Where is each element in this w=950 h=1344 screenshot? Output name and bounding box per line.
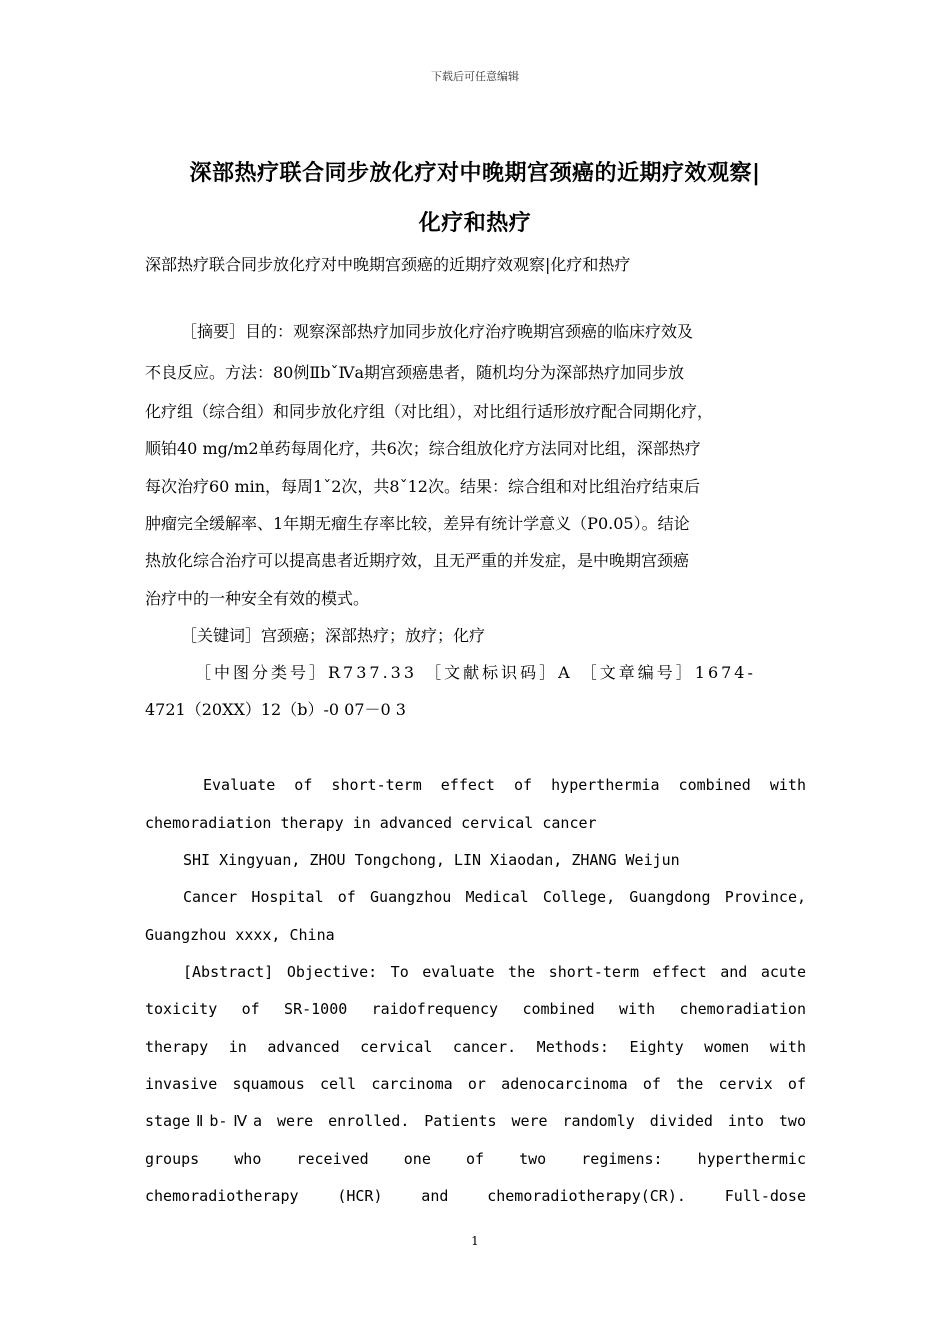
abstract-cn-line: 热放化综合治疗可以提高患者近期疗效，且无严重的并发症，是中晚期宫颈癌 [145,551,690,570]
abstract-cn-line: 肿瘤完全缓解率、1年期无瘤生存率比较，差异有统计学意义（P0.05）。结论 [145,514,690,533]
abstract-cn-line: ［摘要］目的：观察深部热疗加同步放化疗治疗晚期宫颈癌的临床疗效及 [181,322,694,341]
english-affiliation-line: Cancer Hospital of Guangzhou Medical College, Guangdong Province, [183,888,806,906]
english-abstract-line: therapy in advanced cervical cancer. Methods: Eighty women with [145,1038,806,1056]
header-note: 下载后可任意编辑 [431,70,519,83]
english-authors: SHI Xingyuan, ZHOU Tongchong, LIN Xiaodan, ZHANG Weijun [183,851,680,869]
keywords-cn-line: ［关键词］宫颈癌；深部热疗；放疗；化疗 [181,626,486,645]
abstract-cn-line: 顺铂40 mg/m2单药每周化疗，共6次；综合组放化疗方法同对比组，深部热疗 [145,439,701,458]
english-abstract-line: stageⅡb-Ⅳa were enrolled. Patients were randomly divided into two [145,1112,806,1130]
english-title-line: chemoradiation therapy in advanced cervical cancer [145,814,597,832]
english-abstract-line: invasive squamous cell carcinoma or adenocarcinoma of the cervix of [145,1075,806,1093]
english-abstract-line: toxicity of SR-1000 raidofrequency combined with chemoradiation [145,1000,806,1018]
page-number: 1 [471,1234,479,1248]
classification-line: 4721（20XX）12（b）-0 07－0 3 [145,700,406,719]
document-title-line-1: 深部热疗联合同步放化疗对中晚期宫颈癌的近期疗效观察| [189,161,761,186]
english-affiliation-line: Guangzhou xxxx, China [145,926,335,944]
abstract-cn-line: 化疗组（综合组）和同步放化疗组（对比组），对比组行适形放疗配合同期化疗， [145,402,714,421]
english-title-line: Evaluate of short-term effect of hyperthermia combined with [203,776,806,794]
classification-line: ［中图分类号］R737.33 ［文献标识码］A ［文章编号］1674- [195,663,756,682]
abstract-cn-line: 每次治疗60 min，每周1ˇ2次，共8ˇ12次。结果：综合组和对比组治疗结束后 [145,477,700,496]
document-title-line-2: 化疗和热疗 [418,211,532,236]
abstract-cn-line: 不良反应。方法：80例ⅡbˇⅣa期宫颈癌患者，随机均分为深部热疗加同步放 [145,363,685,382]
english-abstract-line: [Abstract] Objective: To evaluate the short-term effect and acute [183,963,806,981]
english-abstract-line: chemoradiotherapy (HCR) and chemoradiotherapy(CR). Full-dose [145,1187,806,1205]
document-subtitle: 深部热疗联合同步放化疗对中晚期宫颈癌的近期疗效观察|化疗和热疗 [145,255,631,274]
abstract-cn-line: 治疗中的一种安全有效的模式。 [145,589,370,608]
english-abstract-line: groups who received one of two regimens: hyperthermic [145,1150,806,1168]
